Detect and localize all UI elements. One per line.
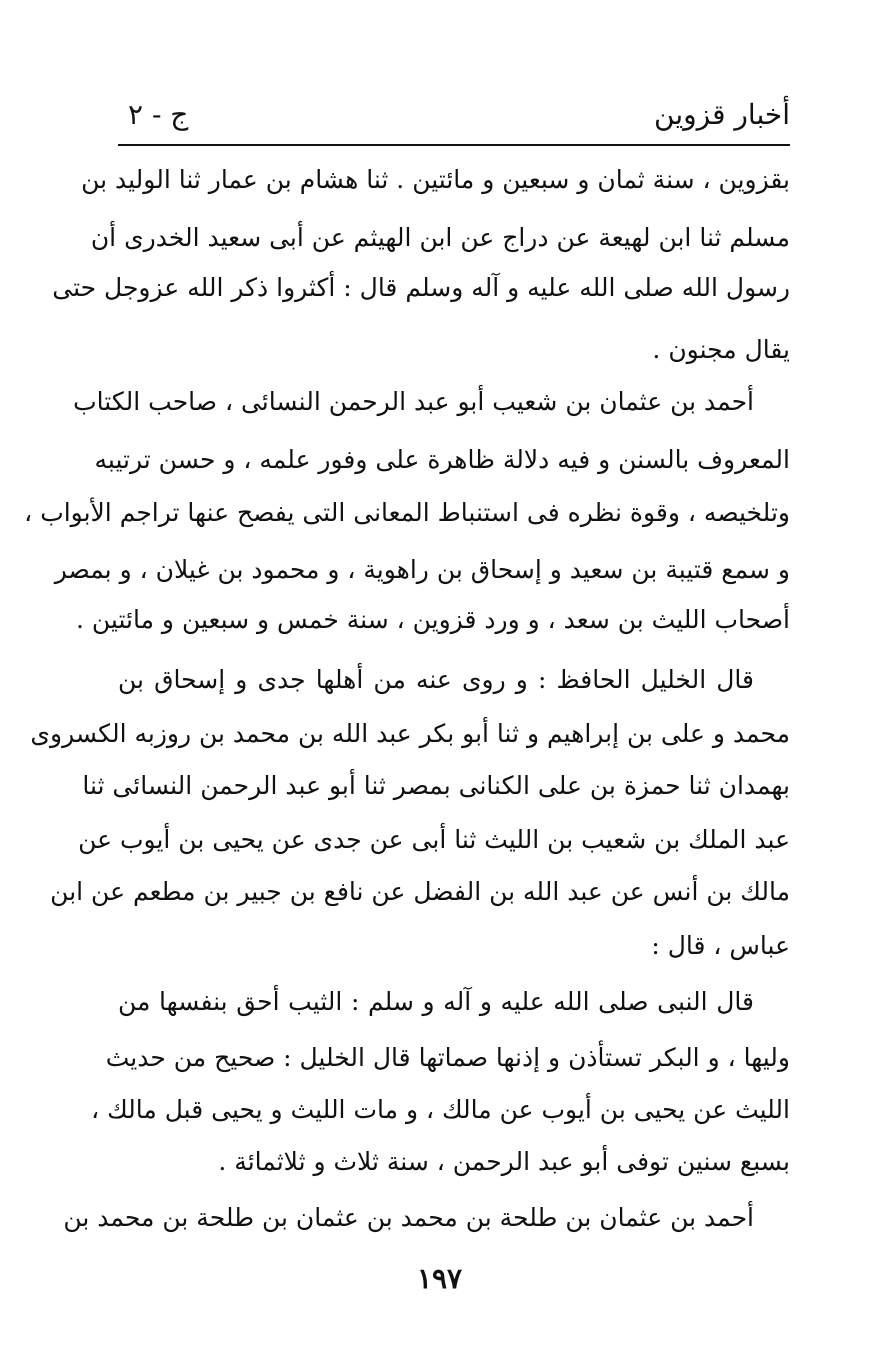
text-line: بسبع سنين توفى أبو عبد الرحمن ، سنة ثلاث و ثلاثمائة . xyxy=(218,1147,790,1176)
text-line: رسول الله صلى الله عليه و آله وسلم قال : أكثروا ذكر الله عزوجل حتى xyxy=(52,273,790,302)
text-line: عبد الملك بن شعيب بن الليث ثنا أبى عن جدى عن يحيى بن أيوب عن xyxy=(78,825,790,854)
text-line: قال النبى صلى الله عليه و آله و سلم : الثيب أحق بنفسها من xyxy=(118,987,754,1016)
text-line: الليث عن يحيى بن أيوب عن مالك ، و مات الليث و يحيى قبل مالك ، xyxy=(91,1095,790,1124)
text-line: مسلم ثنا ابن لهيعة عن دراج عن ابن الهيثم عن أبى سعيد الخدرى أن xyxy=(90,223,790,252)
text-line: مالك بن أنس عن عبد الله بن الفضل عن نافع بن جبير بن مطعم عن ابن xyxy=(50,877,790,906)
text-line: أحمد بن عثمان بن شعيب أبو عبد الرحمن النسائى ، صاحب الكتاب xyxy=(73,387,754,416)
text-line: وليها ، و البكر تستأذن و إذنها صماتها قال الخليل : صحيح من حديث xyxy=(105,1043,790,1072)
page-number: ١٩٧ xyxy=(416,1262,463,1295)
text-line: قال الخليل الحافظ : و روى عنه من أهلها جدى و إسحاق بن xyxy=(118,665,754,694)
text-line: بهمدان ثنا حمزة بن على الكنانى بمصر ثنا أبو عبد الرحمن النسائى ثنا xyxy=(82,771,790,800)
text-line: عباس ، قال : xyxy=(651,931,790,960)
text-line: يقال مجنون . xyxy=(652,335,790,364)
text-line: المعروف بالسنن و فيه دلالة ظاهرة على وفور علمه ، و حسن ترتيبه xyxy=(94,445,790,474)
running-title: أخبار قزوين xyxy=(654,98,790,131)
text-line: محمد و على بن إبراهيم و ثنا أبو بكر عبد الله بن محمد بن روزبه الكسروى xyxy=(30,719,790,748)
text-line: وتلخيصه ، وقوة نظره فى استنباط المعانى التى يفصح عنها تراجم الأبواب ، xyxy=(24,498,790,527)
text-line: أصحاب الليث بن سعد ، و ورد قزوين ، سنة خمس و سبعين و مائتين . xyxy=(76,605,790,634)
body-text xyxy=(24,0,790,1354)
text-line: أحمد بن عثمان بن طلحة بن محمد بن عثمان بن طلحة بن محمد بن xyxy=(63,1203,754,1232)
text-line: بقزوين ، سنة ثمان و سبعين و مائتين . ثنا هشام بن عمار ثنا الوليد بن xyxy=(81,165,790,194)
text-line: و سمع قتيبة بن سعيد و إسحاق بن راهوية ، و محمود بن غيلان ، و بمصر xyxy=(54,555,790,584)
volume-label: ج - ٢ xyxy=(128,98,189,131)
